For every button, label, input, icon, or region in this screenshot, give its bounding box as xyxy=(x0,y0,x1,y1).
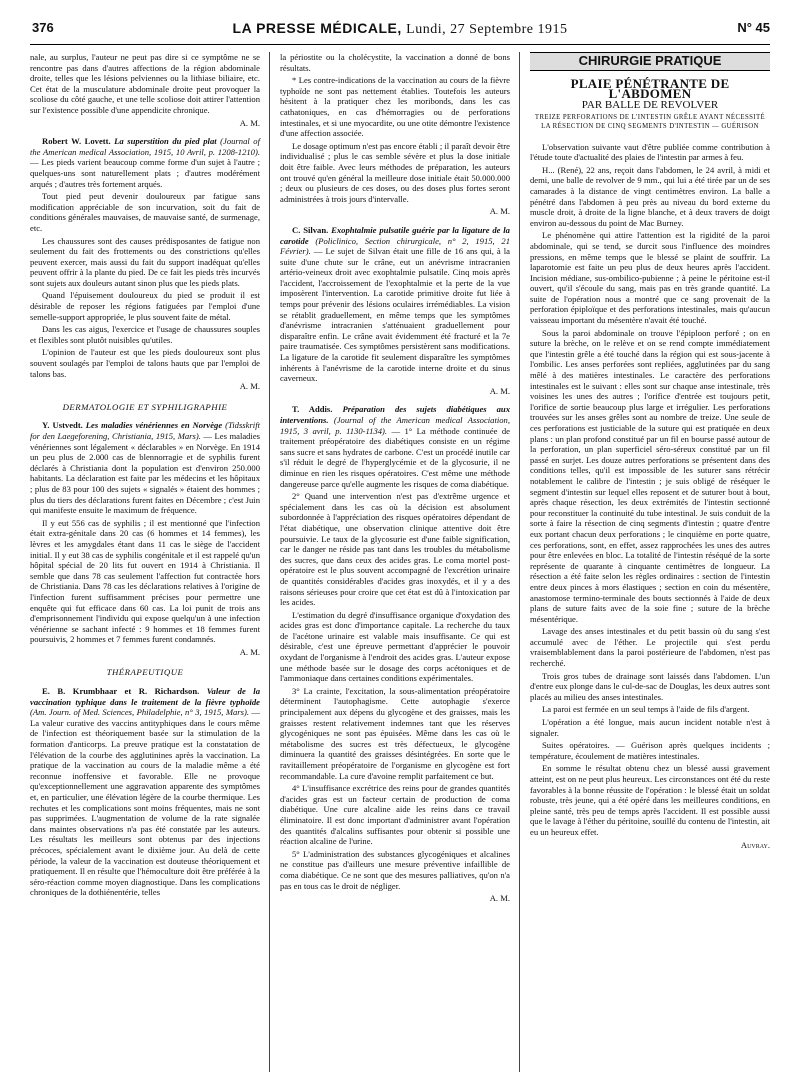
article-author: Robert W. Lovett. xyxy=(42,136,111,147)
page-header xyxy=(30,20,770,40)
paragraph: — Le sujet de Silvan était une fille de 16 ans qui, à la suite d'une chute sur le crâne, eut un anévrisme intracranien artério-veineux droit avec exophtalmie pulsatile. Cinq mois après l'accident, l'accroissement de l'exophtalmie et la perte de la vue imposèrent l'intervention. La carotide primitive droite fut liée à temps pour prévenir des lésions oculaires irrémédiables. La vision se rétablit graduellement, en même temps que les symptômes d'anévrisme intracranien s'atténuaient graduellement pour disparaître enfin. Le crâne avait évidemment été fracturé et la 7e paire traumatisée. Ces symptômes persistèrent sans modifications. La ligature de la carotide fit seulement disparaître les symptômes inhérents à l'anévrisme de la carotide interne droite et du sinus caverneux. xyxy=(280,246,510,384)
paragraph: Les chaussures sont des causes prédisposantes de fatigue non seulement du fait des frottements ou des constrictions qu'elles peuvent exercer, mais aussi du fait du support inadéquat qu'elles peuvent offrir à la plante du pied. De ce fait les pieds très incurvés sont sujets aux douleurs autant sinon plus que les pieds plats. xyxy=(30,235,260,288)
article-reference: (Am. Journ. of Med. Sciences, Philadelphie, n° 3, 1915, Mars). xyxy=(30,707,249,718)
article-ustvedt xyxy=(30,420,260,515)
article-krumbhaar xyxy=(30,686,260,898)
article-lovett xyxy=(30,136,260,189)
article-title: Exophtalmie pulsatile guérie par la ligature de la carotide xyxy=(280,224,510,246)
page-number: 376 xyxy=(32,20,54,35)
paragraph: 5° L'administration des substances glycogéniques et alcalines ne constitue pas d'ailleurs une mesure préventive infaillible de coma diabétique. Ce ne sont que des mesures palliatives, qu'on n'a pas en tous cas le droit de négliger. xyxy=(280,848,510,891)
paragraph: Il y eut 556 cas de syphilis ; il est mentionné que l'infection était extra-génitale dans 20 cas (6 hommes et 14 femmes), les lèvres et les amygdales étant dans 11 cas le siège de l'accident initial. Il y eut 38 cas de syphilis congénitale et il est rappelé qu'un hôpital spécial de 20 lits fut ouvert en 1914 à Christiania. Il semble que dans 78 cas seulement l'affection fut contractée hors de Christiania. Dans 78 cas les déclarations relatives à l'origine de l'infection furent suffisamment précises pour permettre une enquête qui fut efficace dans 60 cas. La loi punit de trois ans d'emprisonnement l'individu qui expose quelqu'un à une infection vénérienne se sachant infecté : 9 hommes et 18 femmes furent poursuivis, 2 hommes et 7 femmes furent condamnés. xyxy=(30,517,260,645)
article-reference: (Tidsskrift for den Laegeforening, Christiania, 1915, Mars). xyxy=(30,420,260,441)
paragraph: — Les pieds varient beaucoup comme forme d'un sujet à l'autre ; quelques-uns sont naturellement plats ; d'autres modérément arqués ; d'autres très fortement arqués. xyxy=(30,157,260,189)
article-reference: (Policlinico, Section chirurgicale, n° 2, 1915, 21 Février). xyxy=(280,235,510,257)
signature: A. M. xyxy=(489,206,510,217)
article-title: Les maladies vénériennes en Norvège xyxy=(85,420,223,431)
paragraph: * Les contre-indications de la vaccination au cours de la fièvre typhoïde ne sont pas nettement établies. Toutefois les auteurs hésitent à la pratiquer chez les moribonds, dans les cas cathatoniques, en cas d'hémorragies ou de perforations intestinales, et si une myocardite, ou une otite démontre l'existence d'une affection associée. xyxy=(280,75,510,139)
signature: A. M. xyxy=(239,646,260,657)
paragraph: — La valeur curative des vaccins antityphiques dans le cours même de l'infection est théoriquement basée sur la stimulation de la formation d'anticorps. La preuve pratique est la constatation de l'élévation de la courbe des agglutinines après la vaccination. La pratique de la vaccination au cours de la maladie même a été reconnue inoffensive et favorable. Elle ne provoque qu'exceptionnellement une aggravation apparente des symptômes et, en particulier, une élévation légère de la courbe thermique. Les rechutes et les complications sont moins fréquentes, mais ne sont pas supprimées. L'augmentation de volume de la rate signalée dans maintes observations n'a pas été constatée par les auteurs. Les résultats les meilleurs sont obtenus par des injections précoces, spécialement avant le dixième jour. Au delà de cette période, la valeur de la vaccination est douteuse théoriquement et pratiquement. Il en résulte que l'hémoculture doit être préférée à la séro-réaction comme moyen diagnostique. Dans les complications chroniques de la dothiénentérie, telles xyxy=(30,707,260,898)
article-reference: (Journal of the American medical Association, 1915, 10 Avril, p. 1208-1210). xyxy=(30,136,260,157)
paragraph: L'opération a été longue, mais aucun incident notable n'est à signaler. xyxy=(530,717,770,738)
paragraph: La paroi est fermée en un seul temps à l'aide de fils d'argent. xyxy=(542,704,750,715)
column-1 xyxy=(30,52,260,900)
paragraph: Le phénomène qui attire l'attention est la rigidité de la paroi abdominale, qui se tend, se durcit sous l'influence des moindres pressions, en même temps que le blessé se plaint de souffrir. La laparotomie est faite un peu plus de deux heures après l'accident. Incision médiane, sus-ombilico-pubienne ; à peine le péritoine est-il ouvert, qu'il s'écoule du sang, mais pas en très grande quantité. La suite de l'opération nous a montré que ce sang provenait de la perforation épiploïque et des perforations intestinales, mais qu'aucun vaisseau important du mésentère n'avait été touché. xyxy=(530,230,770,326)
article-addis xyxy=(280,404,510,489)
paragraph: L'opinion de l'auteur est que les pieds douloureux sont plus souvent soulagés par l'emploi de talons hauts que par l'emploi de talons bas. xyxy=(30,347,260,379)
paragraph: H... (René), 22 ans, reçoit dans l'abdomen, le 24 avril, à midi et demi, une balle de revolver de 9 mm., qui lui a été tirée par un de ses camarades à la distance de vingt centimètres environ. La balle a pénétré dans l'abdomen à peu près au niveau du bord externe du muscle droit, à droite de la ligne blanche, et à deux travers de doigt environ au-dessous du point de Mac Burney. xyxy=(530,164,770,228)
article-author: C. Silvan. xyxy=(292,224,329,235)
paragraph: Tout pied peut devenir douloureux par fatigue sans modification appréciable de son incurvation, soit du fait de conditions générales mauvaises, de mauvaise santé, de surmenage, etc. xyxy=(30,191,260,233)
paragraph: Quand l'épuisement douloureux du pied se produit il est désirable de reposer les régions fatiguées par l'emploi d'une semelle-support appropriée, le plus souvent faite de métal. xyxy=(30,290,260,322)
article-summary: TREIZE PERFORATIONS DE L'INTESTIN GRÊLE AYANT NÉCESSITÉ LA RÉSECTION DE CINQ SEGMENTS D'INTESTIN — GUÉRISON xyxy=(534,114,766,130)
paragraph: — Les maladies vénériennes sont légalement « déclarables » en Norvège. En 1914 un peu plus de 2.000 cas de blennorragie et de syphilis furent déclarés à Christiania dont la population est d'environ 250.000 habitants. La déclaration est faite par les médecins et les hôpitaux ; plus de 83 pour 100 des sujets « signalés » étaient des hommes ; plus du tiers des déclarations furent faites en Décembre ; c'est Juin qui manifeste ensuite le maximum de fréquence. xyxy=(30,431,260,516)
paragraph: Lavage des anses intestinales et du petit bassin où du sang s'est accumulé avec de l'éther. Le projectile qui s'est perdu vraisemblablement dans la paroi postérieure de l'abdomen, n'est pas recherché. xyxy=(530,626,770,669)
paragraph: nale, au surplus, l'auteur ne peut pas dire si ce symptôme ne se rencontre pas dans d'autres affections de la région abdominale droite, telles que les lésions pelviennes ou la lithiase biliaire, etc. Cet état de la musculature abdominale droite peut provoquer la scoliose du côté gauche, et une telle scoliose doit attirer l'attention sur l'existence possible d'une appendicite chronique. xyxy=(30,52,260,115)
issue-number: N° 45 xyxy=(737,20,770,35)
article-title: Valeur de la vaccination typhique dans le traitement de la fièvre typhoïde xyxy=(30,686,260,707)
signature: A. M. xyxy=(489,893,510,904)
journal-title xyxy=(30,20,770,38)
paragraph: la périostite ou la cholécystite, la vaccination a donné de bons résultats. xyxy=(280,52,510,73)
article-title: Préparation des sujets diabétiques aux interventions. xyxy=(280,404,510,425)
article-title: La superstition du pied plat xyxy=(114,136,217,147)
signature: A. M. xyxy=(239,117,260,128)
signature: A. M. xyxy=(239,381,260,392)
column-divider xyxy=(519,52,520,1072)
issue-date: Lundi, 27 Septembre 1915 xyxy=(406,22,568,37)
article-author: E. B. Krumbhaar et R. Richardson. xyxy=(42,686,200,697)
column-3 xyxy=(530,52,770,858)
rubric-heading: CHIRURGIE PRATIQUE xyxy=(530,52,770,71)
article-reference: (Journal of the American medical Association, 1915, 3 avril, p. 1130-1134). xyxy=(280,415,510,436)
article-subtitle: PAR BALLE DE REVOLVER xyxy=(581,98,719,111)
signature: Auvray. xyxy=(740,839,770,850)
article-author: T. Addis. xyxy=(292,404,333,415)
article-author: Y. Ustvedt. xyxy=(42,420,83,431)
article-title: PLAIE PÉNÉTRANTE DE L'ABDOMEN xyxy=(570,75,730,102)
paragraph: L'estimation du degré d'insuffisance organique d'oxydation des acides gras est donc d'importance capitale. La recherche du taux de l'acétone urinaire est valable mais insuffisante. Ce qui est désirable, c'est une épreuve permettant d'apprécier le pouvoir oxydant de l'organisme à l'endroit des acides gras. L'auteur expose une méthode basée sur le dosage des corps acétoniques et de l'ammoniaque dans certaines conditions expérimentales. xyxy=(280,609,510,684)
paragraph: 2° Quand une intervention n'est pas d'extrême urgence et spécialement dans les cas où la décision est absolument subordonnée à l'appréciation des risques opératoires dépendant de l'état diabétique, une observation clinique attentive doit être poursuivie. Le taux de la glycosurie est d'une faible signification, car le danger ne réside pas tant dans les troubles du métabolisme des sucres, que dans ceux des acides gras. Le coma mortel post-opératoire est le plus souvent accompagné de l'excrétion urinaire de quantités considérables d'acides gras inoxydés, et il y a des raisons sérieuses pour croire que cet état est dû à l'intoxication par les acides. xyxy=(280,491,510,608)
journal-name: LA PRESSE MÉDICALE, xyxy=(232,20,402,36)
signature: A. M. xyxy=(489,385,510,396)
section-heading: THÉRAPEUTIQUE xyxy=(106,667,184,678)
section-heading: DERMATOLOGIE ET SYPHILIGRAPHIE xyxy=(62,401,228,412)
column-2 xyxy=(280,52,510,912)
paragraph: Dans les cas aigus, l'exercice et l'usage de chaussures souples et flexibles sont plutôt nuisibles qu'utiles. xyxy=(30,324,260,345)
paragraph: L'observation suivante vaut d'être publiée comme contribution à l'étude toute d'actualité des plaies de l'intestin par armes à feu. xyxy=(530,141,770,163)
paragraph: 3° La crainte, l'excitation, la sous-alimentation préopératoire déterminent l'autophagisme. Cette autophagie s'exerce principalement aux dépens du glycogène et des graisses, mais les graisses restent relativement indemnes tant que les réserves glycogéniques ne sont pas épuisées. Même dans les cas où le métabolisme des sucres est très défectueux, le glycogène diminuera la quantité des graisses désintégrées. En sorte que le ravitaillement préopératoire de l'organisme en glycogène est fort recommandable. La cure d'avoine remplit parfaitement ce but. xyxy=(280,685,510,781)
paragraph: — 1° La méthode continuée de traitement préopératoire des diabétiques consiste en un régime sans sucre et sans hydrates de carbone. C'est un procédé inutile car s'il réduit le degré de l'hyperglycémie et de la glycosurie, il ne diminue en rien les risques opératoires. C'est même une méthode dangereuse parce qu'elle augmente les risques de coma diabétique. xyxy=(280,425,510,489)
paragraph: En somme le résultat obtenu chez un blessé aussi gravement atteint, est on ne peut plus heureux. Les circonstances ont été du reste favorables à la bonne réussite de l'opération : le blessé était un soldat robuste, très jeune, qui a été opéré dans les meilleures conditions, en pleine santé, très peu de temps après l'accident. Il est possible aussi que le lavage à l'éther du péritoine, souillé du contenu de l'intestin, ait eu un heureux effet. xyxy=(530,763,770,837)
column-divider xyxy=(269,52,270,1072)
paragraph: Trois gros tubes de drainage sont laissés dans l'abdomen. L'un d'entre eux plonge dans le cul-de-sac de Douglas, les deux autres sont placés au milieu des anses intestinales. xyxy=(530,670,770,702)
article-silvan xyxy=(280,225,510,384)
paragraph: Sous la paroi abdominale on trouve l'épiploon perforé ; on en suture la brèche, on le relève et on se rend compte immédiatement que l'intestin grêle a été touché dans la région qui est sous-jacente à l'ombilic. Les anses perforées sont repliées, agglutinées par du sang mêlé à des matières intestinales. Le caractère des perforations intestinales est le suivant : elles sont sur chaque anse intestinale, très voisines les unes des autres ; l'orifice d'entrée est toujours petit, l'orifice de sortie beaucoup plus large et irrégulier. Les perforations trouvées sur les anses grêles sont au nombre de treize. Une seule de ces perforations est justiciable de la suture qui est pratiquée en deux plans : un plan profond constitué par un fil en bourse passé autour de la perforation, un plan superficiel séro-séreux constitué par un fil passé en surjet. Les douze autres perforations se présentent dans des conditions telles, qu'il est impossible de les suturer sans rétrécir notablement le calibre de l'intestin ; je suis obligé de réséquer le segment d'intestin sur lequel elles reposent et de suturer bout à bout, après chaque résection, les deux extrémités de l'intestin sectionné pour reconstituer la continuité du tube intestinal. Je suis conduit de la sorte à faire la résection de cinq segments d'intestin ; quatre d'entre eux portant chacun deux perforations ; le cinquième en porte quatre, ces perforations, sont, en effet, assez rapprochées les unes des autres pour être enlevées en bloc. La totalité de l'intestin réséqué de la sorte représente de quarante à cinquante centimètres de longueur. La résection a été faite selon les règles ordinaires : section de l'intestin entre deux pinces à mors élastiques ; section en coin du mésentère, anastomose termino-terminale des bouts sectionnés à l'aide de deux plans de suture faits avec de la soie fine ; suture de la brèche mésentérique. xyxy=(530,327,770,624)
header-rule xyxy=(30,44,770,45)
paragraph: Suites opératoires. — Guérison après quelques incidents ; température, écoulement de matières intestinales. xyxy=(530,740,770,761)
paragraph: 4° L'insuffisance excrétrice des reins pour de grandes quantités d'acides gras est un facteur certain de production de coma diabétique. Une cure alcaline aide les reins dans ce travail éliminatoire. Il est donc important d'administrer avant l'opération des quantités d'alcalins suffisantes pour obtenir si possible une réaction alcaline de l'urine. xyxy=(280,783,510,847)
paragraph: Le dosage optimum n'est pas encore établi ; il paraît devoir être individualisé ; plus le cas semble sévère et plus la dose initiale doit être faible. Avec leurs méthodes de préparation, les auteurs ont trouvé qu'en général la meilleure dose initiale était 50.000.000 ; deux ou plusieurs de ces doses, ou des doses plus fortes seront administrées à trois jours d'intervalle. xyxy=(280,140,510,204)
